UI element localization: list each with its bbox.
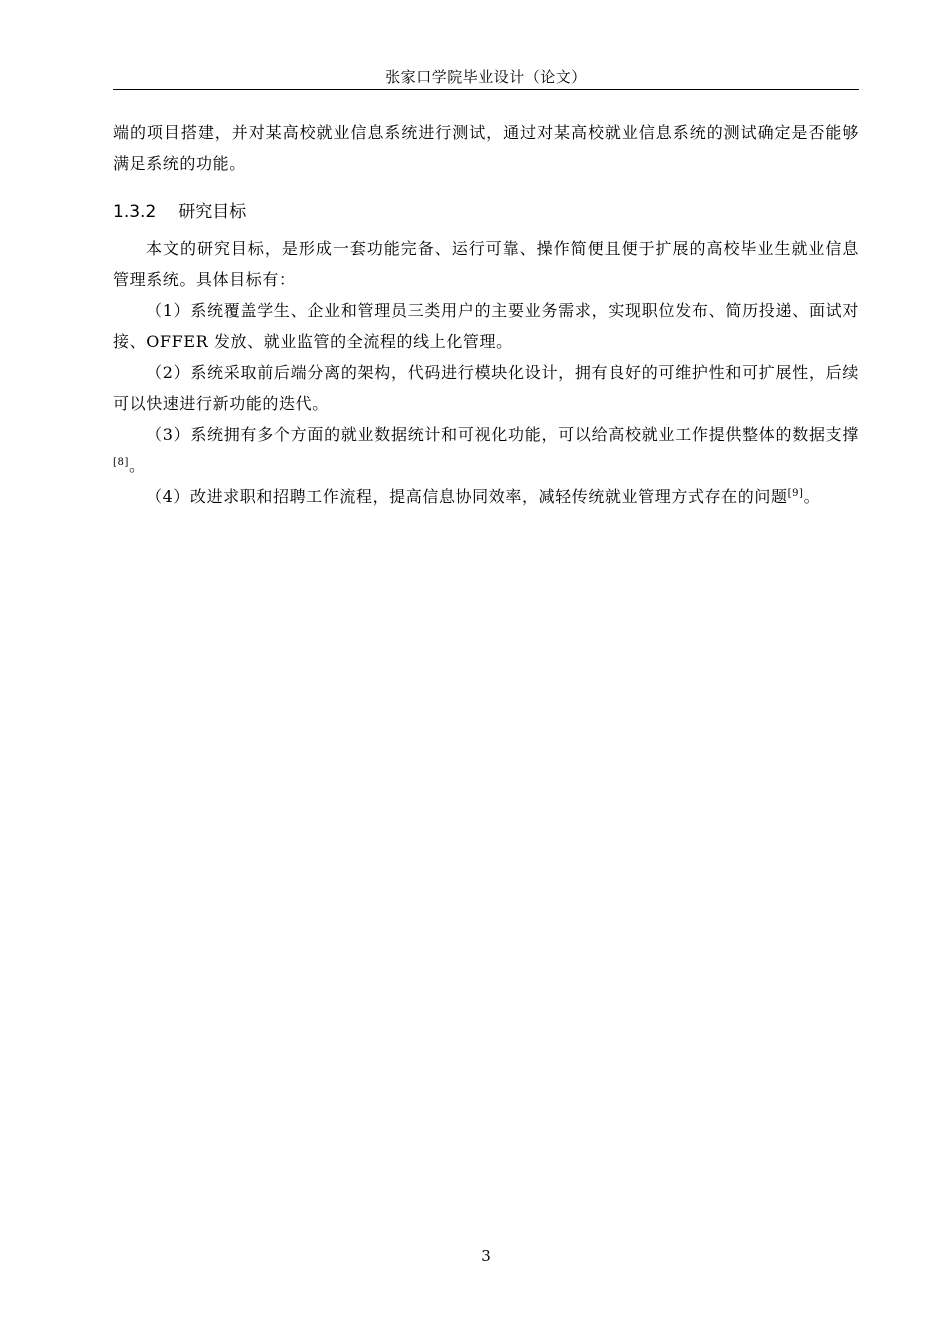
paragraph-continued: 端的项目搭建，并对某高校就业信息系统进行测试，通过对某高校就业信息系统的测试确定是否能够满足系统的功能。 bbox=[113, 123, 859, 173]
section-title: 研究目标 bbox=[178, 202, 247, 222]
header-rule bbox=[113, 89, 859, 90]
section-number: 1.3.2 bbox=[113, 202, 157, 222]
citation-8: [8] bbox=[113, 457, 129, 468]
citation-9: [9] bbox=[787, 488, 804, 499]
page-number: 3 bbox=[481, 1247, 491, 1265]
paragraph-intro: 本文的研究目标，是形成一套功能完备、运行可靠、操作简便且便于扩展的高校毕业生就业信息管理系统。具体目标有： bbox=[113, 239, 859, 289]
goal-4-end: 。 bbox=[803, 487, 821, 506]
page-body bbox=[113, 117, 859, 512]
paragraph-goal-4 bbox=[113, 481, 859, 512]
page-header: 张家口学院毕业设计（论文） bbox=[385, 68, 587, 86]
goal-4-text: （4）改进求职和招聘工作流程，提高信息协同效率，减轻传统就业管理方式存在的问题 bbox=[146, 487, 788, 506]
goal-3-end: 。 bbox=[128, 456, 146, 475]
section-heading bbox=[113, 197, 859, 227]
goal-3-text: （3）系统拥有多个方面的就业数据统计和可视化功能，可以给高校就业工作提供整体的数据支撑 bbox=[146, 425, 859, 444]
paragraph-goal-3 bbox=[113, 419, 859, 481]
paragraph-goal-2: （2）系统采取前后端分离的架构，代码进行模块化设计，拥有良好的可维护性和可扩展性，后续可以快速进行新功能的迭代。 bbox=[113, 363, 859, 413]
paragraph-goal-1: （1）系统覆盖学生、企业和管理员三类用户的主要业务需求，实现职位发布、简历投递、面试对接、OFFER 发放、就业监管的全流程的线上化管理。 bbox=[113, 301, 859, 351]
